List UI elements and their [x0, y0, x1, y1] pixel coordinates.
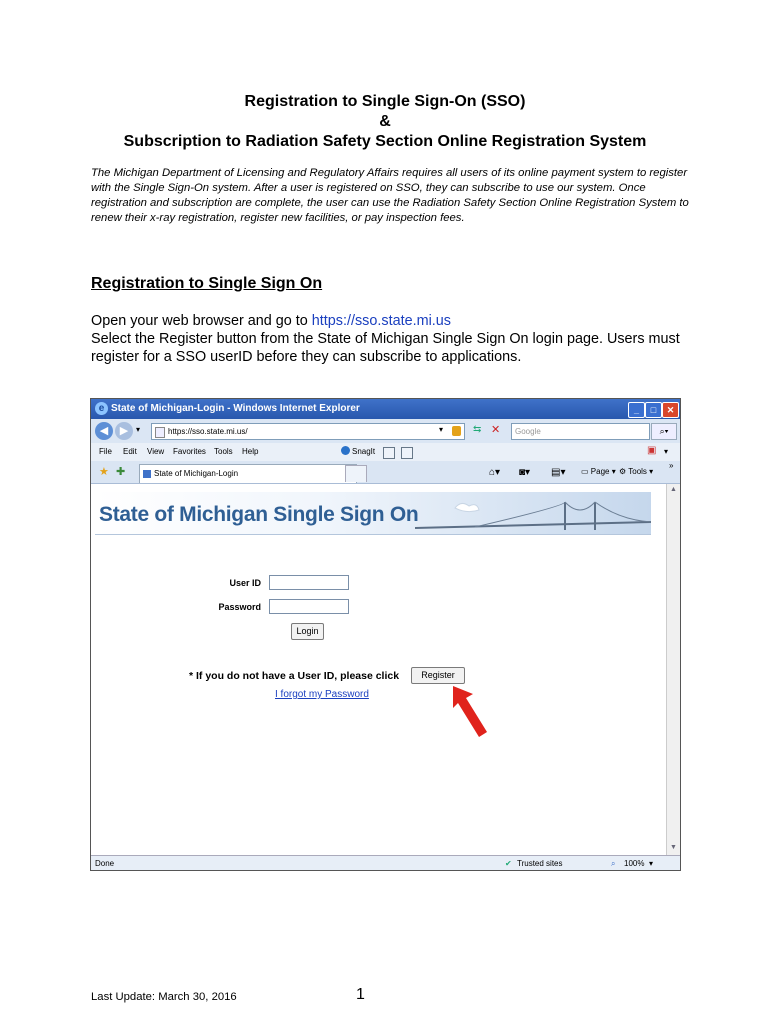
scroll-up-icon[interactable]: ▲	[670, 486, 677, 493]
history-dropdown-icon[interactable]: ▾	[136, 425, 141, 434]
tab-state-of-michigan-login[interactable]	[139, 464, 357, 483]
red-arrow-icon	[451, 684, 491, 739]
menu-dropdown-icon[interactable]: ▾	[664, 447, 669, 456]
step-prefix: Open your web browser and go to	[91, 313, 312, 329]
vertical-scrollbar[interactable]	[666, 484, 681, 855]
bridge-image	[415, 498, 651, 534]
menu-view[interactable]: View	[147, 447, 165, 456]
password-label: Password	[218, 602, 261, 612]
add-favorites-icon[interactable]: ✚	[116, 466, 126, 478]
page-content	[91, 484, 666, 855]
lock-icon	[452, 426, 461, 436]
address-dropdown-icon[interactable]: ▾	[439, 425, 444, 434]
ie-icon: e	[95, 402, 108, 415]
address-input[interactable]	[151, 423, 465, 440]
page-icon	[155, 427, 165, 438]
browser-screenshot	[90, 398, 681, 871]
address-toolbar	[91, 419, 680, 443]
step-text: Select the Register button from the State of Michigan Single Sign On login page. Users must register for a SSO userID before they can subscribe to applications.	[91, 331, 680, 365]
doc-title-line3: Subscription to Radiation Safety Section Online Registration System	[123, 133, 647, 150]
translate-icon[interactable]: ▣	[647, 445, 657, 456]
address-value: https://sso.state.mi.us/	[168, 427, 248, 436]
menu-edit[interactable]: Edit	[123, 447, 137, 456]
trusted-icon: ✔	[505, 859, 512, 868]
doc-title-ampersand: &	[379, 113, 391, 130]
menu-tools[interactable]: Tools	[214, 447, 233, 456]
status-text: Done	[95, 859, 115, 868]
forward-icon[interactable]: ▶	[115, 422, 133, 440]
print-icon[interactable]: ▤▾	[551, 467, 566, 478]
feeds-icon[interactable]: ◙▾	[519, 467, 531, 478]
tools-menu-label: Tools	[628, 467, 647, 476]
register-prompt: * If you do not have a User ID, please click	[189, 670, 400, 682]
menu-help[interactable]: Help	[242, 447, 259, 456]
password-input[interactable]	[269, 599, 349, 614]
tools-menu[interactable]: ⚙ Tools ▾	[619, 467, 654, 476]
tab-favicon	[143, 470, 151, 478]
instructions-paragraph	[91, 312, 691, 366]
search-icon[interactable]: ⌕▾	[651, 423, 677, 440]
scroll-down-icon[interactable]: ▼	[670, 844, 677, 851]
menu-favorites[interactable]: Favorites	[173, 447, 206, 456]
zoom-icon: ⌕	[611, 859, 616, 868]
page-menu-label: Page	[590, 467, 610, 476]
intro-paragraph: The Michigan Department of Licensing and Regulatory Affairs requires all users of its online payment system to register with the Single Sign-On system. After a user is registered on SSO, they can subscribe to use our system. Once registration and subscription are complete, the user can use the Radiation Safety Section Online Registration System to renew their x-ray registration, register new facilities, or pay inspection fees.	[91, 167, 689, 224]
last-update: Last Update: March 30, 2016	[91, 991, 237, 1003]
stop-icon[interactable]: ✕	[491, 424, 501, 436]
window-title: State of Michigan-Login - Windows Internet Explorer	[111, 403, 360, 414]
page-number: 1	[356, 986, 365, 1003]
section-heading: Registration to Single Sign On	[91, 275, 323, 292]
snagit-icon	[341, 446, 350, 455]
home-icon[interactable]: ⌂▾	[489, 467, 501, 478]
login-button[interactable]: Login	[291, 623, 324, 640]
doc-title-line1: Registration to Single Sign-On (SSO)	[244, 93, 526, 110]
capture-window-icon[interactable]	[401, 447, 413, 459]
refresh-icon[interactable]: ⇆	[473, 424, 482, 435]
page-menu[interactable]: ▭ Page ▾	[581, 467, 616, 476]
banner-title: State of Michigan Single Sign On	[99, 503, 419, 526]
user-id-label: User ID	[229, 578, 261, 588]
more-icon[interactable]: »	[669, 461, 674, 470]
maximize-icon[interactable]: □	[645, 402, 662, 418]
favorites-star-icon[interactable]: ★	[99, 466, 109, 478]
snagit-button[interactable]	[341, 446, 375, 456]
close-icon[interactable]: ✕	[662, 402, 679, 418]
sso-banner	[95, 492, 651, 535]
tab-bar	[91, 461, 680, 484]
menu-bar	[91, 443, 680, 461]
sso-link[interactable]: https://sso.state.mi.us	[311, 313, 451, 329]
trusted-zone[interactable]: Trusted sites	[517, 859, 563, 868]
forgot-password-link[interactable]: I forgot my Password	[275, 689, 369, 700]
register-button[interactable]: Register	[411, 667, 465, 684]
zoom-dropdown-icon[interactable]: ▾	[649, 859, 654, 868]
zoom-level[interactable]: 100%	[624, 859, 645, 868]
new-tab-button[interactable]	[345, 465, 367, 482]
snagit-label: SnagIt	[352, 447, 376, 456]
search-input[interactable]: Google	[511, 423, 650, 440]
minimize-icon[interactable]: _	[628, 402, 645, 418]
user-id-input[interactable]	[269, 575, 349, 590]
window-titlebar	[91, 399, 680, 419]
capture-icon[interactable]	[383, 447, 395, 459]
back-icon[interactable]: ◀	[95, 422, 113, 440]
status-bar	[91, 855, 680, 871]
menu-file[interactable]: File	[99, 447, 112, 456]
tab-title: State of Michigan-Login	[154, 469, 239, 478]
